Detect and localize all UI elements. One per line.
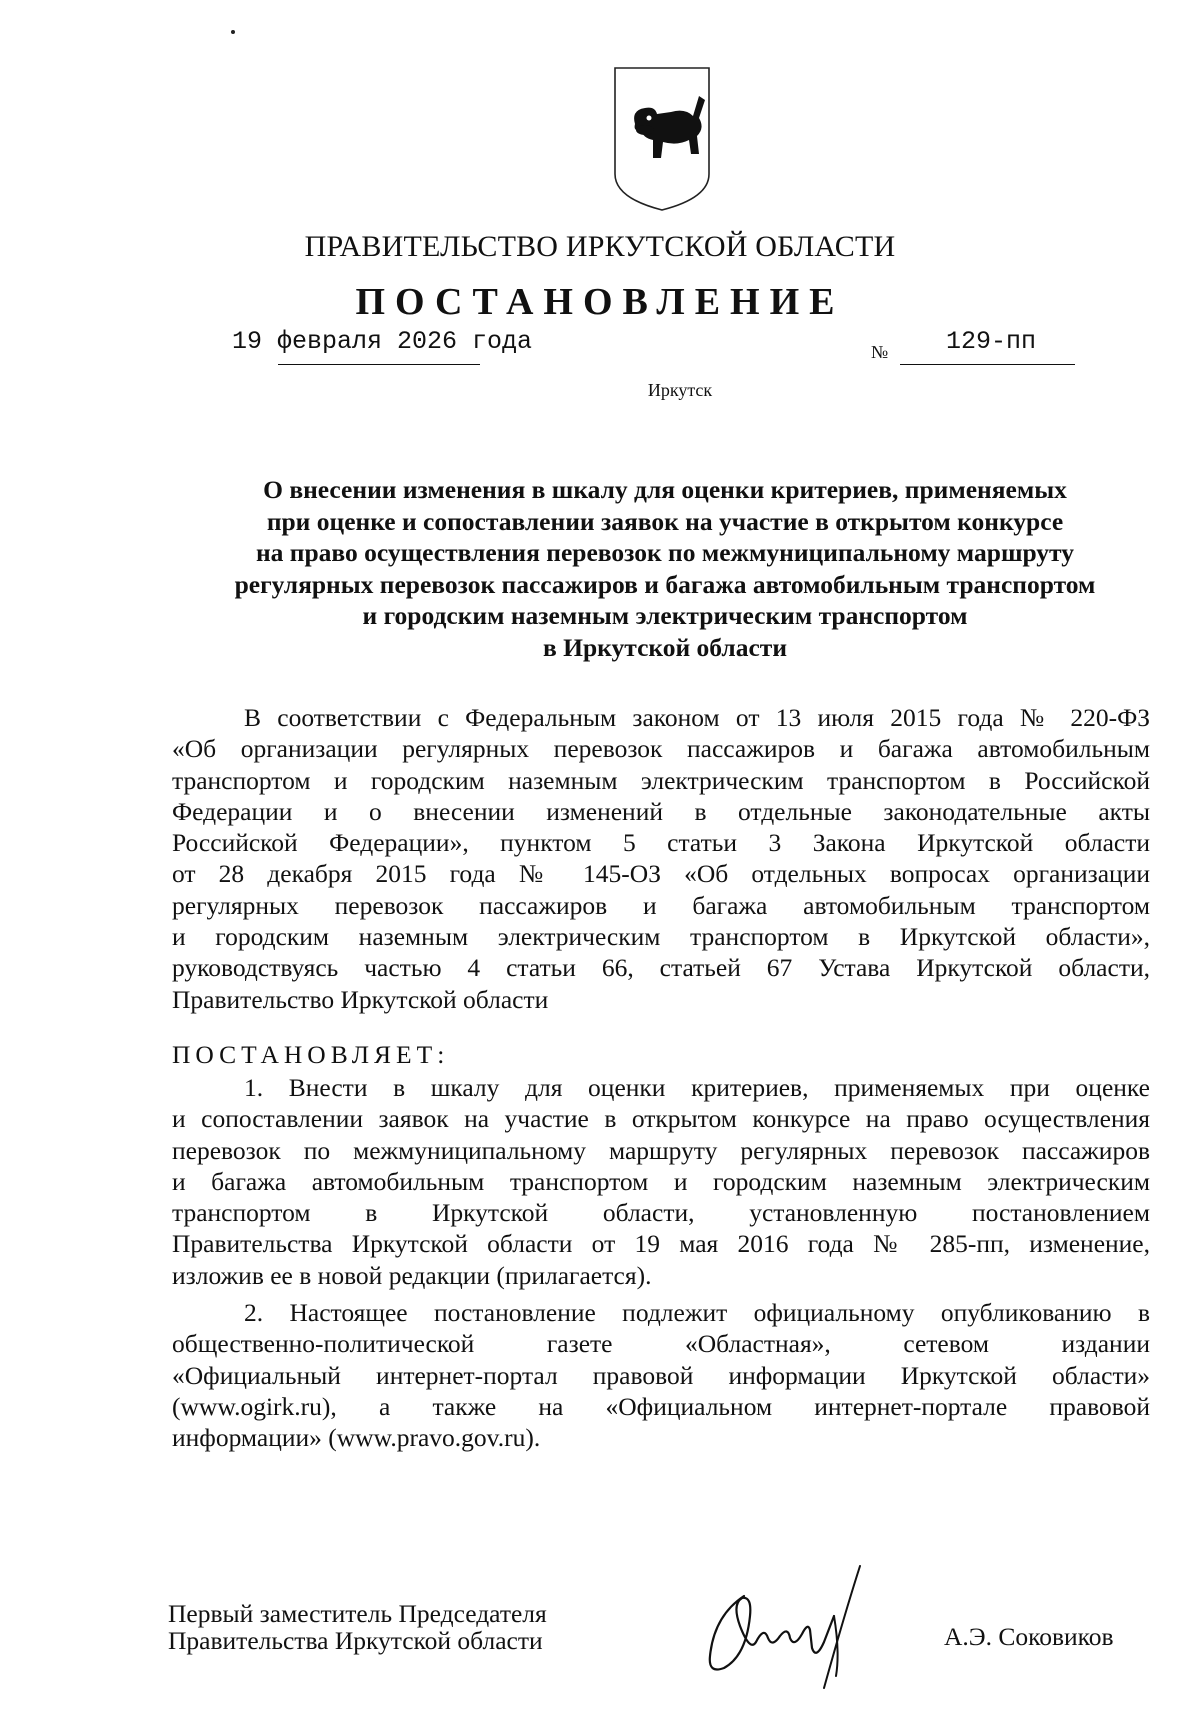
text-line: и багажа автомобильным транспортом и городским наземным электрическим xyxy=(172,1166,1150,1196)
text-line: транспортом и городским наземным электрическим транспортом в Российской xyxy=(172,765,1150,795)
text-line: (www.ogirk.ru), а также на «Официальном интернет-портале правовой xyxy=(172,1391,1150,1421)
number-underline xyxy=(900,364,1075,365)
scan-speck xyxy=(231,30,235,34)
title-line: и городским наземным электрическим транспортом xyxy=(362,601,968,630)
date-underline xyxy=(278,364,480,365)
preamble-paragraph xyxy=(172,702,1150,1015)
text-line: «Об организации регулярных перевозок пассажиров и багажа автомобильным xyxy=(172,734,1150,764)
signer-position xyxy=(168,1600,547,1654)
text-line: перевозок по межмуниципальному маршруту регулярных перевозок пассажиров xyxy=(172,1135,1150,1165)
doc-date: 19 февраля 2026 года xyxy=(232,327,533,356)
doc-title xyxy=(170,474,1160,663)
doc-type: ПОСТАНОВЛЕНИЕ xyxy=(355,281,845,323)
text-line: Российской Федерации», пунктом 5 статьи 3 Закона Иркутской области xyxy=(172,828,1150,858)
title-line: в Иркутской области xyxy=(542,632,788,662)
text-line: Федерации и о внесении изменений в отдельные законодательные акты xyxy=(172,796,1150,826)
title-line: при оценке и сопоставлении заявок на участие в открытом конкурсе xyxy=(266,506,1064,536)
text-line: и городским наземным электрическим транспортом в Иркутской области», xyxy=(172,922,1150,952)
org-name: ПРАВИТЕЛЬСТВО ИРКУТСКОЙ ОБЛАСТИ xyxy=(304,230,896,263)
position-line: Правительства Иркутской области xyxy=(168,1626,543,1655)
coat-of-arms-icon xyxy=(613,66,711,212)
text-line: информации» (www.pravo.gov.ru). xyxy=(172,1423,541,1453)
text-line: транспортом в Иркутской области, установленную постановлением xyxy=(172,1198,1150,1228)
text-line: регулярных перевозок пассажиров и багажа автомобильным транспортом xyxy=(172,890,1150,920)
doc-number: 129-пп xyxy=(946,327,1037,356)
signer-name: А.Э. Соковиков xyxy=(944,1622,1114,1651)
text-line: 2. Настоящее постановление подлежит официальному опубликованию в xyxy=(244,1298,1150,1327)
handwritten-signature xyxy=(684,1556,884,1696)
text-line: «Официальный интернет-портал правовой информации Иркутской области» xyxy=(172,1360,1150,1390)
text-line: изложив ее в новой редакции (прилагается). xyxy=(172,1260,652,1290)
text-line: Правительство Иркутской области xyxy=(172,984,549,1014)
number-sign: № xyxy=(871,342,889,362)
text-line: общественно-политической газете «Областная», сетевом издании xyxy=(172,1329,1150,1359)
text-line: руководствуясь частью 4 статьи 66, статьей 67 Устава Иркутской области, xyxy=(172,953,1150,983)
title-line: регулярных перевозок пассажиров и багажа автомобильным транспортом xyxy=(234,569,1096,599)
item-2-paragraph xyxy=(172,1297,1150,1453)
title-line: на право осуществления перевозок по межмуниципальному маршруту xyxy=(255,538,1075,567)
text-line: от 28 декабря 2015 года № 145-ОЗ «Об отдельных вопросах организации xyxy=(172,859,1150,889)
text-line: В соответствии с Федеральным законом от 13 июля 2015 года № 220-ФЗ xyxy=(244,703,1150,732)
title-line: О внесении изменения в шкалу для оценки критериев, применяемых xyxy=(263,475,1067,504)
text-line: 1. Внести в шкалу для оценки критериев, применяемых при оценке xyxy=(244,1073,1150,1102)
resolves-heading: ПОСТАНОВЛЯЕТ: xyxy=(172,1040,450,1069)
city: Иркутск xyxy=(647,380,713,400)
position-line: Первый заместитель Председателя xyxy=(168,1599,547,1628)
item-1-paragraph xyxy=(172,1072,1150,1291)
text-line: и сопоставлении заявок на участие в открытом конкурсе на право осуществления xyxy=(172,1104,1150,1134)
text-line: Правительства Иркутской области от 19 мая 2016 года № 285-пп, изменение, xyxy=(172,1229,1150,1259)
